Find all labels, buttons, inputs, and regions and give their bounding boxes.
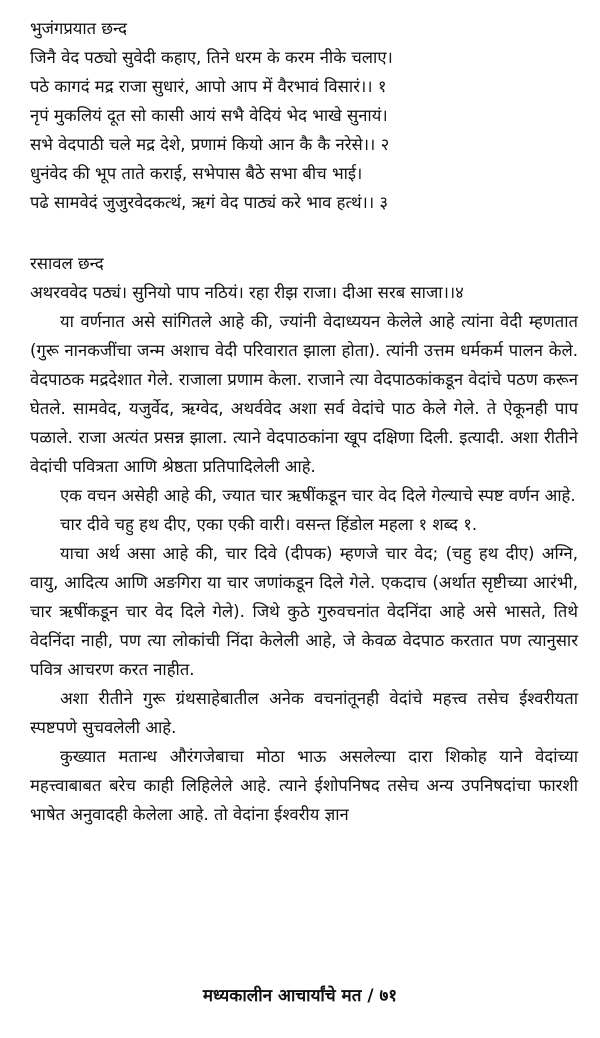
verse-line: नृपं मुकलियं दूत सो कासी आयं सभै वेदियं भेद भाखे सुनायं। <box>30 106 388 125</box>
body-paragraph: अशा रीतीने गुरू ग्रंथसाहेबातील अनेक वचनांतूनही वेदांचे महत्त्व तसेच ईश्वरीयता स्पष्टपणे सुचवलेली आहे. <box>30 689 578 737</box>
body-paragraph: कुख्यात मतान्ध औरंगजेबाचा मोठा भाऊ असलेल्या दारा शिकोह याने वेदांच्या महत्त्वाबाबत बरेच काही लिहिलेले आहे. त्याने ईशोपनिषद तसेच अन्य उपनिषदांचा फारशी भाषेत अनुवादही केलेला आहे. तो वेदांना ईश्वरीय ज्ञान <box>30 747 578 824</box>
section-title-bhujangprayat: भुजंगप्रयात छन्द <box>30 19 127 38</box>
body-paragraph: एक वचन असेही आहे की, ज्यात चार ऋषींकडून चार वेद दिले गेल्याचे स्पष्ट वर्णन आहे. <box>60 486 576 505</box>
verse-line: जिनै वेद पठ्यो सुवेदी कहाए, तिने धरम के करम नीके चलाए। <box>30 48 393 67</box>
verse-line: धुनंवेद की भूप ताते कराई, सभेपास बैठे सभा बीच भाई। <box>30 164 363 183</box>
body-paragraph: याचा अर्थ असा आहे की, चार दिवे (दीपक) म्हणजे चार वेद; (चहु हथ दीए) अग्नि, वायु, आदित्य आणि अङगिरा या चार जणांकडून दिले गेले. एकदाच (अर्थात सृष्टीच्या आरंभी, चार ऋषींकडून चार वेद दिले गेले). जिथे कुठे गुरुवचनांत वेदनिंदा आहे असे भासते, तिथे वेदनिंदा नाही, पण त्या लोकांची निंदा केलेली आहे, जे केवळ वेदपाठ करतात पण त्यानुसार पवित्र आचरण करत नाहीत. <box>30 544 578 679</box>
verse-line: पठे कागदं मद्र राजा सुधारं, आपो आप में वैरभावं विसारं।। १ <box>30 77 387 96</box>
quoted-verse: चार दीवे चहु हथ दीए, एका एकी वारी। वसन्त हिंडोल महला १ शब्द १. <box>60 515 478 534</box>
verse-line: पढे सामवेदं जुजुरवेदकत्थं, ऋगं वेद पाठ्यं करे भाव हत्थं।। ३ <box>30 193 389 212</box>
verse-block-1 <box>30 43 578 217</box>
body-paragraph: या वर्णनात असे सांगितले आहे की, ज्यांनी वेदाध्ययन केलेले आहे त्यांना वेदी म्हणतात (गुरू नानकजींचा जन्म अशाच वेदी परिवारात झाला होता). त्यांनी उत्तम धर्मकर्म पालन केले. वेदपाठक मद्रदेशात गेले. राजाला प्रणाम केला. राजाने त्या वेदपाठकांकडून वेदांचे पठण करून घेतले. सामवेद, यजुर्वेद, ऋग्वेद, अथर्ववेद अशा सर्व वेदांचे पाठ केले गेले. ते ऐकूनही पाप पळाले. राजा अत्यंत प्रसन्न झाला. त्याने वेदपाठकांना खूप दक्षिणा दिली. इत्यादी. अशा रीतीने वेदांची पवित्रता आणि श्रेष्ठता प्रतिपादिलेली आहे. <box>30 312 578 476</box>
verse-line: सभे वेदपाठी चले मद्र देशे, प्रणामं कियो आन कै कै नरेसे।। २ <box>30 135 390 154</box>
page-footer: मध्यकालीन आचार्यांचे मत / ७१ <box>202 986 398 1006</box>
section-gap <box>30 217 578 249</box>
verse-line: अथरववेद पठ्यं। सुनियो पाप नठियं। रहा रीझ राजा। दीआ सरब साजा।।४ <box>30 283 464 302</box>
section-title-rasaval: रसावल छन्द <box>30 254 104 273</box>
